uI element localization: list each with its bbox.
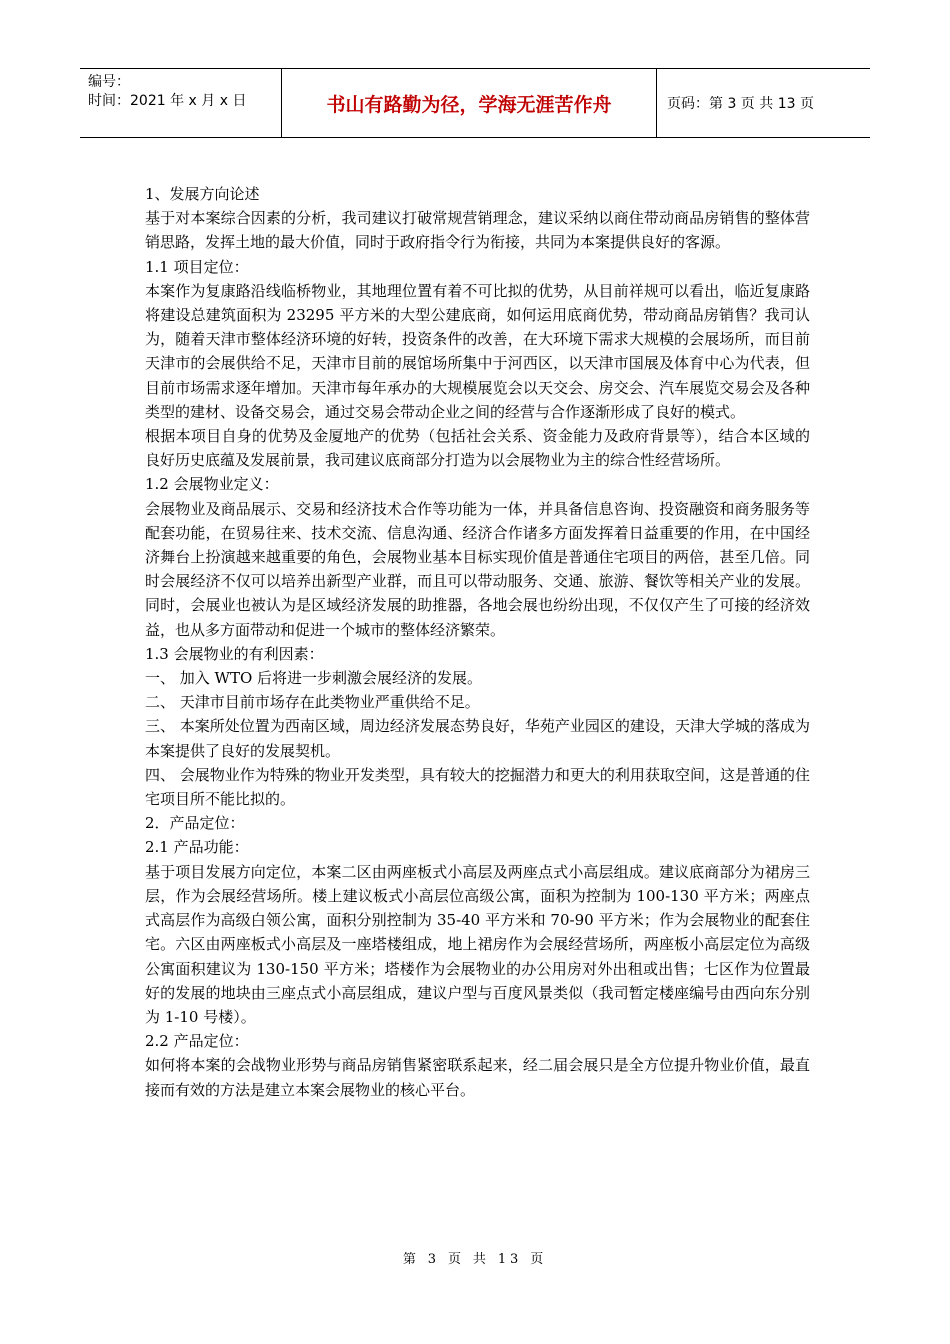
paragraph: 1.1 项目定位： <box>145 257 249 276</box>
paragraph: 2.2 产品定位： <box>145 1032 249 1051</box>
page-header <box>80 68 870 138</box>
document-body <box>145 182 810 1102</box>
page-footer <box>0 1248 950 1267</box>
paragraph: 2.1 产品功能： <box>145 838 249 857</box>
footer-page-number: 第 3 页 共 13 页 <box>402 1252 548 1267</box>
paragraph: 三、 本案所处位置为西南区域，周边经济发展态势良好，华苑产业园区的建设，天津大学城的落成为本案提供了良好的发展契机。 <box>145 717 810 760</box>
paragraph: 本案作为复康路沿线临桥物业，其地理位置有着不可比拟的优势，从目前祥规可以看出，临近复康路将建设总建筑面积为 23295 平方米的大型公建底商，如何运用底商优势，带动商品房销售？我司认为，随着天津市整体经济环境的好转，投资条件的改善，在大环境下需求大规模的会展场所，而目前天津市的会展供给不足，天津市目前的展馆场所集中于河西区，以天津市国展及体育中心为代表，但目前市场需求逐年增加。天津市每年承办的大规模展览会以天交会、房交会、汽车展览交易会及各种类型的建材、设备交易会，通过交易会带动企业之间的经营与合作逐渐形成了良好的模式。 <box>145 281 810 421</box>
paragraph: 基于项目发展方向定位，本案二区由两座板式小高层及两座点式小高层组成。建议底商部分为裙房三层，作为会展经营场所。楼上建议板式小高层位高级公寓，面积为控制为 100-130 平方米；两座点式高层作为高级白领公寓，面积分别控制为 35-40 平方米和 70-90 平方米；作为会展物业的配套住宅。六区由两座板式小高层及一座塔楼组成，地上裙房作为会展经营场所，两座板小高层定位为高级公寓面积建议为 130-150 平方米；塔楼作为会展物业的办公用房对外出租或出售；七区作为位置最好的发展的地块由三座点式小高层组成，建议户型与百度风景类似（我司暂定楼座编号由西向东分别为 1-10 号楼）。 <box>145 862 810 1026</box>
header-motto: 书山有路勤为径，学海无涯苦作舟 <box>282 69 657 137</box>
paragraph: 基于对本案综合因素的分析，我司建议打破常规营销理念，建议采纳以商住带动商品房销售的整体营销思路，发挥土地的最大价值，同时于政府指令行为衔接，共同为本案提供良好的客源。 <box>145 209 810 252</box>
document-number: 编号： <box>88 74 130 90</box>
paragraph: 如何将本案的会战物业形势与商品房销售紧密联系起来，经二届会展只是全方位提升物业价值，最直接而有效的方法是建立本案会展物业的核心平台。 <box>145 1056 810 1099</box>
document-date: 时间：2021 年 x 月 x 日 <box>88 93 247 109</box>
paragraph: 会展物业及商品展示、交易和经济技术合作等功能为一体，并具备信息咨询、投资融资和商务服务等配套功能，在贸易往来、技术交流、信息沟通、经济合作诸多方面发挥着日益重要的作用，在中国经济舞台上扮演越来越重要的角色，会展物业基本目标实现价值是普通住宅项目的两倍，甚至几倍。同时会展经济不仅可以培养出新型产业群，而且可以带动服务、交通、旅游、餐饮等相关产业的发展。同时，会展业也被认为是区域经济发展的助推器，各地会展也纷纷出现，不仅仅产生了可接的经济效益，也从多方面带动和促进一个城市的整体经济繁荣。 <box>145 499 810 639</box>
paragraph: 一、 加入 WTO 后将进一步刺激会展经济的发展。 <box>145 669 483 688</box>
paragraph: 1、发展方向论述 <box>145 185 260 203</box>
paragraph: 四、 会展物业作为特殊的物业开发类型，具有较大的挖掘潜力和更大的利用获取空间，这是普通的住宅项目所不能比拟的。 <box>145 765 810 809</box>
paragraph: 二、 天津市目前市场存在此类物业严重供给不足。 <box>145 693 480 712</box>
header-meta <box>80 69 282 137</box>
paragraph: 1.2 会展物业定义： <box>145 475 279 494</box>
paragraph: 根据本项目自身的优势及金厦地产的优势（包括社会关系、资金能力及政府背景等），结合本区域的良好历史底蕴及发展前景，我司建议底商部分打造为以会展物业为主的综合性经营场所。 <box>145 427 810 470</box>
header-page-info: 页码：第 3 页 共 13 页 <box>667 96 814 112</box>
paragraph: 2．产品定位： <box>145 814 245 833</box>
paragraph: 1.3 会展物业的有利因素： <box>145 644 324 663</box>
